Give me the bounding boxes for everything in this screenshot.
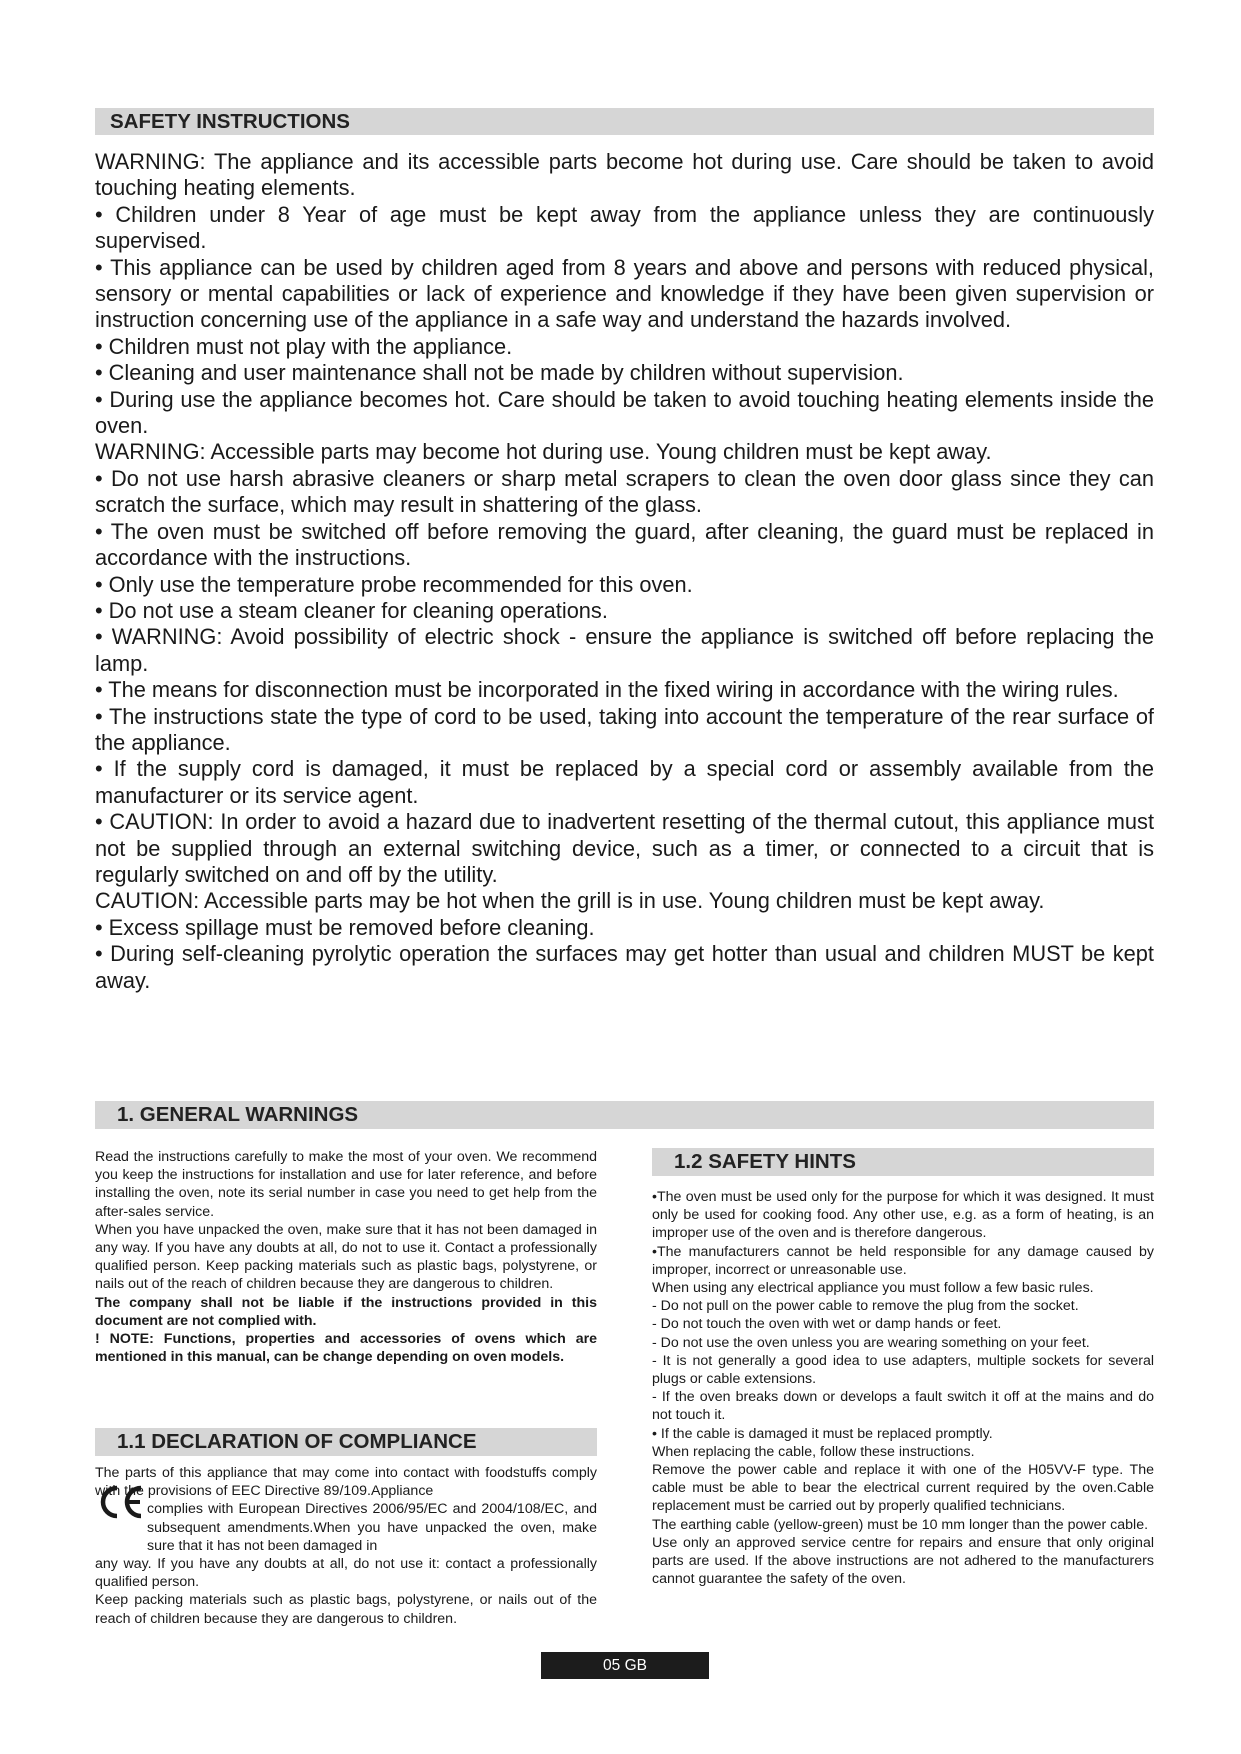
hints-paragraph: •The manufacturers cannot be held responsible for any damage caused by improper, incorrect or unreasonable use. bbox=[652, 1243, 1154, 1278]
hints-paragraph: - Do not pull on the power cable to remove the plug from the socket. bbox=[652, 1298, 1079, 1315]
hints-paragraph: Remove the power cable and replace it with one of the H05VV-F type. The cable must be able to bear the electrical current required by the oven.Cable replacement must be carried out by properly qualified technicians. bbox=[652, 1462, 1154, 1515]
safety-paragraph: • WARNING: Avoid possibility of electric shock - ensure the appliance is switched off before replacing the lamp. bbox=[95, 624, 1154, 676]
general-warnings-body bbox=[95, 1148, 597, 1366]
safety-hints-heading: 1.2 SAFETY HINTS bbox=[652, 1148, 1154, 1176]
hints-paragraph: - Do not use the oven unless you are wearing something on your feet. bbox=[652, 1334, 1090, 1351]
safety-paragraph: • CAUTION: In order to avoid a hazard due to inadvertent resetting of the thermal cutout, this appliance must not be supplied through an external switching device, such as a timer, or connected to a circuit that is regularly switched on and off by the utility. bbox=[95, 809, 1154, 887]
safety-paragraph: • The means for disconnection must be incorporated in the fixed wiring in accordance with the wiring rules. bbox=[95, 677, 1119, 703]
hints-paragraph: • If the cable is damaged it must be replaced promptly. bbox=[652, 1425, 993, 1442]
hints-paragraph: Use only an approved service centre for repairs and ensure that only original parts are used. If the above instructions are not adhered to the manufacturers cannot guarantee the safety of the oven. bbox=[652, 1534, 1154, 1588]
declaration-paragraph: Keep packing materials such as plastic bags, polystyrene, or nails out of the reach of children because they are dangerous to children. bbox=[95, 1592, 597, 1627]
safety-paragraph: • Cleaning and user maintenance shall not be made by children without supervision. bbox=[95, 360, 904, 386]
declaration-text: any way. If you have any doubts at all, do not use it: contact a professionally qualified person. bbox=[95, 1556, 597, 1591]
safety-hints-body bbox=[652, 1188, 1154, 1588]
safety-paragraph: • Children must not play with the appliance. bbox=[95, 333, 513, 359]
hints-paragraph: - It is not generally a good idea to use adapters, multiple sockets for several plugs or cable extensions. bbox=[652, 1352, 1154, 1388]
liability-notice: The company shall not be liable if the instructions provided in this document are not complied with. bbox=[95, 1294, 597, 1329]
page-number: 05 GB bbox=[541, 1652, 709, 1679]
safety-paragraph: • The oven must be switched off before removing the guard, after cleaning, the guard must be replaced in accordance with the instructions. bbox=[95, 518, 1154, 571]
hints-paragraph: When using any electrical appliance you must follow a few basic rules. bbox=[652, 1280, 1094, 1297]
safety-paragraph: • Only use the temperature probe recommended for this oven. bbox=[95, 571, 693, 597]
declaration-paragraph bbox=[95, 1464, 597, 1591]
safety-paragraph: • During use the appliance becomes hot. Care should be taken to avoid touching heating elements inside the oven. bbox=[95, 386, 1154, 439]
declaration-heading: 1.1 DECLARATION OF COMPLIANCE bbox=[95, 1428, 597, 1456]
safety-paragraph: • The instructions state the type of cord to be used, taking into account the temperature of the rear surface of the appliance. bbox=[95, 703, 1154, 755]
declaration-body bbox=[95, 1464, 597, 1628]
models-note: ! NOTE: Functions, properties and accessories of ovens which are mentioned in this manual, can be change depending on oven models. bbox=[95, 1331, 597, 1366]
safety-paragraph: • Excess spillage must be removed before cleaning. bbox=[95, 914, 595, 940]
hints-paragraph: The earthing cable (yellow-green) must be 10 mm longer than the power cable. bbox=[652, 1516, 1149, 1533]
safety-paragraph: CAUTION: Accessible parts may be hot when the grill is in use. Young children must be kept away. bbox=[95, 888, 1045, 914]
general-paragraph: When you have unpacked the oven, make sure that it has not been damaged in any way. If you have any doubts at all, do not to use it. Contact a professionally qualified person. Keep packing materials such as plastic bags, polystyrene, or nails out of the reach of children because they are dangerous to children. bbox=[95, 1221, 597, 1293]
hints-paragraph: - Do not touch the oven with wet or damp hands or feet. bbox=[652, 1316, 1002, 1333]
hints-paragraph: - If the oven breaks down or develops a fault switch it off at the mains and do not touch it. bbox=[652, 1389, 1154, 1424]
safety-instructions-body bbox=[95, 149, 1154, 994]
safety-paragraph: • Children under 8 Year of age must be kept away from the appliance unless they are continuously supervised. bbox=[95, 201, 1154, 254]
general-paragraph: Read the instructions carefully to make the most of your oven. We recommend you keep the instructions for installation and use for later reference, and before installing the oven, note its serial number in case you need to get help from the after-sales service. bbox=[95, 1149, 597, 1220]
declaration-text: complies with European Directives 2006/95/EC and 2004/108/EC, and subsequent amendments.When you have unpacked the oven, make sure that it has not been damaged in bbox=[147, 1501, 597, 1554]
safety-paragraph: • This appliance can be used by children aged from 8 years and above and persons with reduced physical, sensory or mental capabilities or lack of experience and knowledge if they have been given supervision or instruction concerning use of the appliance in a safe way and understand the hazards involved. bbox=[95, 254, 1154, 333]
safety-instructions-heading: SAFETY INSTRUCTIONS bbox=[95, 108, 1154, 135]
hints-paragraph: When replacing the cable, follow these instructions. bbox=[652, 1443, 975, 1460]
general-warnings-heading: 1. GENERAL WARNINGS bbox=[95, 1101, 1154, 1129]
safety-paragraph: WARNING: The appliance and its accessible parts become hot during use. Care should be taken to avoid touching heating elements. bbox=[95, 149, 1154, 201]
safety-paragraph: • During self-cleaning pyrolytic operation the surfaces may get hotter than usual and children MUST be kept away. bbox=[95, 941, 1154, 993]
safety-paragraph: • Do not use harsh abrasive cleaners or sharp metal scrapers to clean the oven door glass since they can scratch the surface, which may result in shattering of the glass. bbox=[95, 465, 1154, 518]
safety-paragraph: • If the supply cord is damaged, it must be replaced by a special cord or assembly available from the manufacturer or its service agent. bbox=[95, 756, 1154, 808]
safety-paragraph: WARNING: Accessible parts may become hot during use. Young children must be kept away. bbox=[95, 439, 992, 465]
hints-paragraph: •The oven must be used only for the purpose for which it was designed. It must only be used for cooking food. Any other use, e.g. as a form of heating, is an improper use of the oven and is therefore dangerous. bbox=[652, 1189, 1154, 1242]
ce-mark-icon bbox=[95, 1482, 147, 1522]
safety-paragraph: • Do not use a steam cleaner for cleaning operations. bbox=[95, 597, 608, 623]
declaration-text: The parts of this appliance that may come into contact with foodstuffs comply with the provisions of EEC Directive 89/109.Appliance bbox=[95, 1465, 597, 1500]
